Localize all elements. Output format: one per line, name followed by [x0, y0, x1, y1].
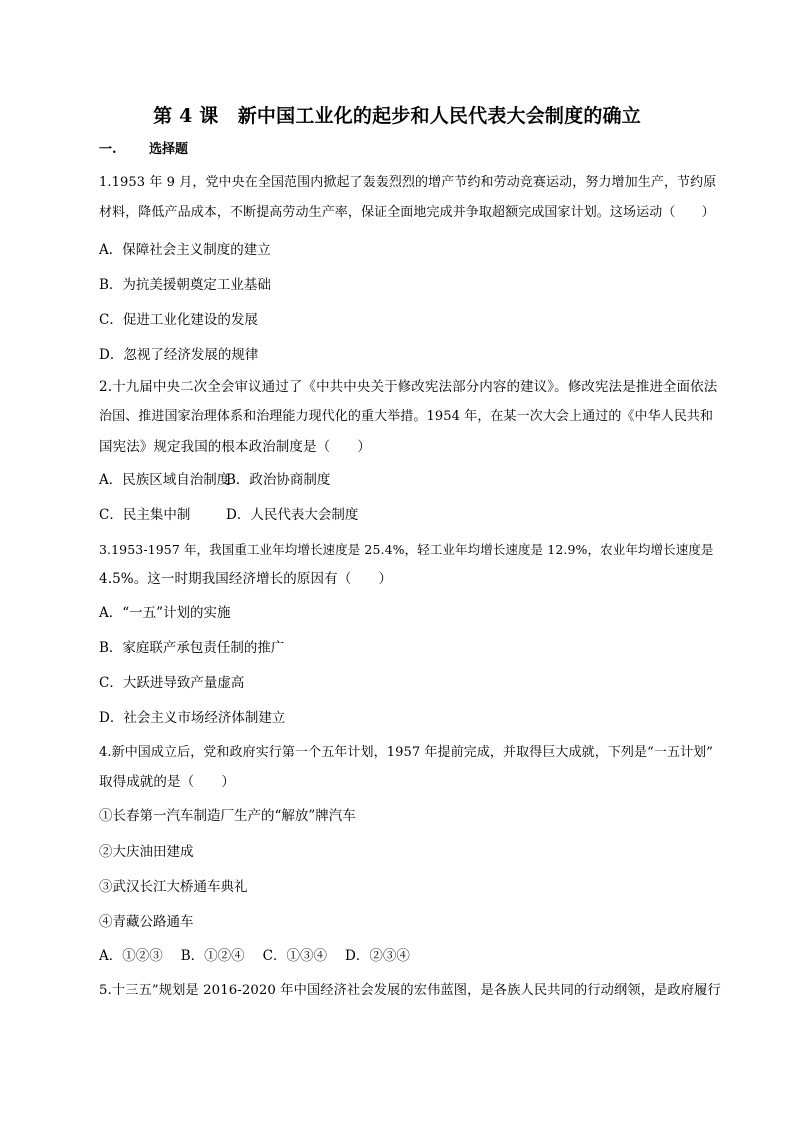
question-2-options-row-1: [99, 470, 330, 490]
question-4-options: [99, 946, 428, 966]
question-3-option-d: D．社会主义市场经济体制建立: [99, 710, 286, 726]
section-heading: [99, 140, 188, 160]
question-4-line-2: 取得成就的是（ ）: [99, 774, 235, 790]
question-1-option-b: B．为抗美援朝奠定工业基础: [99, 277, 271, 293]
question-5-line-1: 5.十三五”规划是 2016-2020 年中国经济社会发展的宏伟蓝图，是各族人民共同的行动纲领，是政府履行: [99, 983, 721, 998]
question-4-line-1: 4.新中国成立后，党和政府实行第一个五年计划，1957 年提前完成，并取得巨大成就，下列是“一五计划”: [99, 745, 714, 760]
question-1-option-d: D．忽视了经济发展的规律: [99, 347, 259, 363]
question-3-option-b: B．家庭联产承包责任制的推广: [99, 640, 285, 656]
question-4-item-2: ②大庆油田建成: [99, 844, 194, 860]
question-1-option-c: C．促进工业化建设的发展: [99, 312, 258, 328]
question-2-option-a: A．民族区域自治制度: [99, 472, 231, 488]
question-3-line-1: 3.1953-1957 年，我国重工业年均增长速度是 25.4%，轻工业年均增长速度是 12.9%，农业年均增长速度是: [99, 542, 714, 557]
question-4-option-b: B．①②④: [180, 948, 245, 964]
section-label: 选择题: [149, 142, 189, 157]
question-4-option-c: C．①③④: [262, 948, 328, 964]
question-2-line-1: 2.十九届中央二次全会审议通过了《中共中央关于修改宪法部分内容的建议》。修改宪法是推进全面依法: [99, 379, 718, 395]
question-2-line-3: 国宪法》规定我国的根本政治制度是（ ）: [99, 439, 371, 455]
question-2-option-b: B．政治协商制度: [226, 472, 331, 488]
question-3-option-c: C．大跃进导致产量虚高: [99, 675, 245, 691]
question-4-item-4: ④青藏公路通车: [99, 914, 194, 930]
question-3-line-2: 4.5%。这一时期我国经济增长的原因有（ ）: [99, 571, 393, 587]
question-1-line-2: 材料，降低产品成本，不断提高劳动生产率，保证全面地完成并争取超额完成国家计划。这场运动（ ）: [99, 205, 715, 220]
question-4-option-a: A．①②③: [99, 948, 163, 964]
question-4-item-3: ③武汉长江大桥通车典礼: [99, 879, 248, 895]
question-3-option-a: A．“一五”计划的实施: [99, 605, 231, 621]
question-2-option-d: D．人民代表大会制度: [226, 507, 359, 523]
section-number: 一.: [99, 142, 117, 157]
question-2-line-2: 治国、推进国家治理体系和治理能力现代化的重大举措。1954 年，在某一次大会上通过的《中华人民共和: [99, 409, 714, 424]
page-title: 第 4 课 新中国工业化的起步和人民代表大会制度的确立: [153, 105, 641, 127]
question-4-option-d: D．②③④: [345, 948, 410, 964]
question-2-options-row-2: [99, 505, 358, 525]
question-2-option-c: C．民主集中制: [99, 507, 191, 523]
question-4-item-1: ①长春第一汽车制造厂生产的“解放”牌汽车: [99, 808, 356, 824]
question-1-line-1: 1.1953 年 9 月，党中央在全国范围内掀起了轰轰烈烈的增产节约和劳动竞赛运动，努力增加生产，节约原: [99, 175, 717, 190]
question-1-option-a: A．保障社会主义制度的建立: [99, 242, 271, 258]
